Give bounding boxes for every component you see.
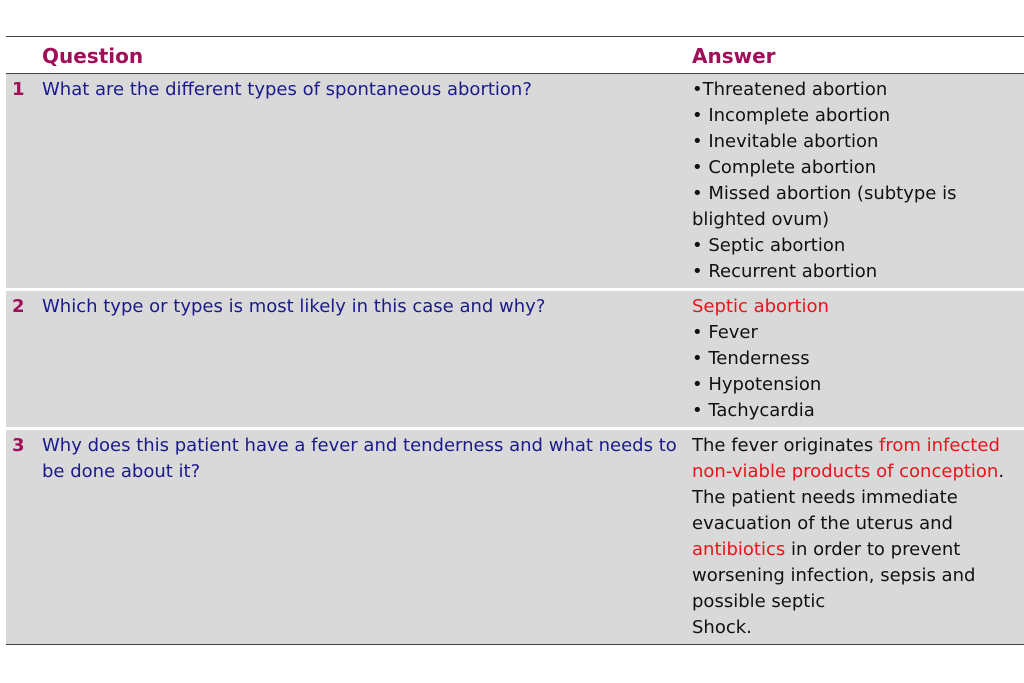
answer-list-item: • Hypotension [692, 374, 822, 395]
qa-table [6, 36, 1024, 645]
table-row [6, 290, 1024, 429]
answer-list-item: • Recurrent abortion [692, 261, 878, 282]
answer-list-item: • Complete abortion [692, 157, 877, 178]
question-cell: Why does this patient have a fever and tenderness and what needs to be done about it? [36, 429, 690, 645]
table-header-row [6, 37, 1024, 74]
answer-list-item: • Incomplete abortion [692, 105, 891, 126]
row-number: 2 [6, 290, 36, 429]
row-number: 3 [6, 429, 36, 645]
answer-text-part: Shock. [692, 617, 752, 638]
question-header: Question [36, 37, 690, 74]
answer-list-item: • Fever [692, 322, 758, 343]
answer-highlight: antibiotics [692, 539, 786, 560]
answer-cell [690, 290, 1024, 429]
answer-cell [690, 74, 1024, 290]
answer-highlight: from infected non-viable products of conception [692, 435, 1000, 482]
row-number: 1 [6, 74, 36, 290]
answer-cell [690, 429, 1024, 645]
question-cell: What are the different types of spontaneous abortion? [36, 74, 690, 290]
question-cell: Which type or types is most likely in this case and why? [36, 290, 690, 429]
answer-list-item: • Tachycardia [692, 400, 815, 421]
table-row [6, 429, 1024, 645]
answer-text-part: . The patient needs immediate evacuation of the uterus and [692, 461, 1005, 534]
answer-list-item: •Threatened abortion [692, 79, 888, 100]
answer-heading: Septic abortion [692, 296, 829, 317]
answer-text-part: in order to prevent worsening infection, sepsis and possible septic [692, 539, 976, 612]
answer-header: Answer [690, 37, 1024, 74]
number-header [6, 37, 36, 74]
answer-text-part: The fever originates [692, 435, 879, 456]
answer-list-item: • Tenderness [692, 348, 810, 369]
answer-text [692, 435, 1004, 612]
table-row [6, 74, 1024, 290]
answer-list-item: • Inevitable abortion [692, 131, 879, 152]
answer-list-item: • Missed abortion (subtype is blighted ovum) [692, 183, 957, 230]
answer-list-item: • Septic abortion [692, 235, 846, 256]
